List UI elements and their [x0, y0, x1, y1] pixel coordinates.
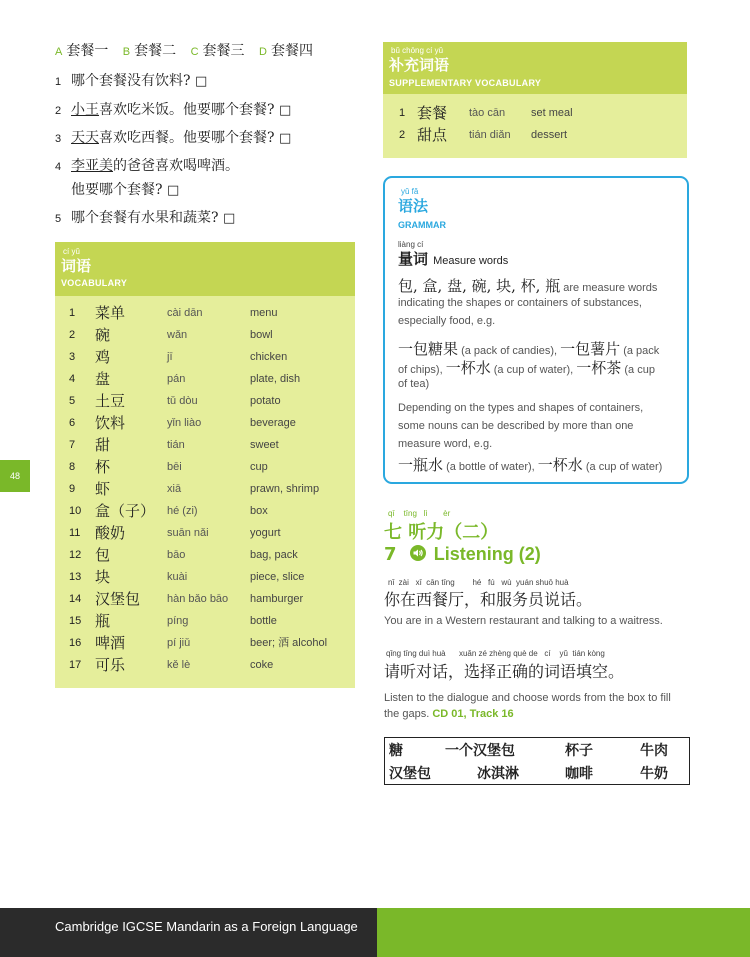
vocab-chinese: 虾 [95, 480, 111, 498]
vocab-english: menu [250, 307, 278, 319]
vocab-pinyin: hàn bǎo bāo [167, 593, 229, 605]
vocab-chinese: 包 [95, 546, 111, 564]
table-row [55, 478, 355, 500]
vocab-number: 17 [69, 659, 82, 671]
vocab-chinese: 啤酒 [95, 634, 126, 652]
vocab-english: piece, slice [250, 571, 305, 583]
listening-heading: 7 Listening (2) [384, 544, 541, 565]
vocab-chinese: 杯 [95, 458, 111, 476]
grammar-example: 一包糖果 (a pack of candies), 一包薯片 (a pack [398, 340, 660, 358]
vocab-pinyin: tián [167, 439, 185, 451]
vocab-chinese: 土豆 [95, 392, 126, 410]
grammar-example: 一瓶水 (a bottle of water), 一杯水 (a cup of water) [398, 456, 663, 474]
table-row [55, 368, 355, 390]
vocab-english: bag, pack [250, 549, 298, 561]
table-row [55, 522, 355, 544]
vocab-number: 11 [69, 527, 81, 539]
page-number: 48 [0, 460, 30, 492]
vocabulary-title: 词语 [61, 257, 92, 275]
grammar-example: of chips), 一杯水 (a cup of water), 一杯茶 (a cup [398, 359, 655, 377]
vocab-english: plate, dish [250, 373, 301, 385]
question-3: 3 天天喜欢吃西餐。他要哪个套餐? □ [55, 130, 292, 146]
table-row [55, 566, 355, 588]
vocab-pinyin: pí jiǔ [167, 637, 191, 649]
list-item: 1 套餐 tào cān set meal [399, 104, 573, 122]
vocab-number: 7 [69, 439, 76, 451]
vocab-chinese: 饮料 [95, 414, 126, 432]
vocab-pinyin: cài dān [167, 307, 203, 319]
vocab-english: bowl [250, 329, 273, 341]
vocab-number: 2 [69, 329, 76, 341]
task-instruction-zh: 请听对话，选择正确的词语填空。 [384, 662, 625, 681]
word-option: 糖 [389, 743, 403, 759]
option-a: A 套餐一 [55, 43, 109, 59]
vocab-pinyin: suān nǎi [167, 527, 209, 539]
vocab-number: 1 [69, 307, 76, 319]
vocab-number: 3 [69, 351, 76, 363]
vocab-english: beer; 酒 alcohol [250, 637, 328, 649]
vocab-pinyin: bāo [167, 549, 186, 561]
vocab-number: 6 [69, 417, 76, 429]
vocab-number: 4 [69, 373, 76, 385]
vocab-pinyin: kě lè [167, 659, 191, 671]
vocab-number: 13 [69, 571, 82, 583]
vocab-pinyin: kuài [167, 571, 188, 583]
vocab-english: box [250, 505, 268, 517]
vocab-english: yogurt [250, 527, 281, 539]
table-row [55, 412, 355, 434]
table-row [55, 390, 355, 412]
word-option: 牛奶 [640, 766, 668, 782]
listening-title-zh: 七 听力（二） [384, 522, 499, 543]
vocab-english: bottle [250, 615, 277, 627]
vocabulary-box [55, 242, 355, 688]
answer-checkbox[interactable]: □ [166, 183, 180, 198]
question-1: 1 哪个套餐没有饮料? □ [55, 73, 208, 89]
table-row [55, 610, 355, 632]
table-row [55, 456, 355, 478]
vocab-number: 10 [69, 505, 82, 517]
answer-checkbox[interactable]: □ [194, 74, 208, 89]
vocab-number: 16 [69, 637, 82, 649]
vocab-number: 5 [69, 395, 76, 407]
table-row [55, 302, 355, 324]
grammar-box: yǔ fǎ 语法 GRAMMAR liàng cí 量词 Measure words 包, 盒, 盘, 碗, 块, 杯, 瓶 are measure words indicating the shapes or containers of substances, especially food, e.g. 一包糖果 (a pack of candies), 一包薯片 (a pack of chips), 一杯水 (a cup of water), 一杯茶 (a cup of tea) Depending on the types and shapes of containers, some nouns can be described by more than one measure word, e.g. 一瓶水 (a bottle of water), 一杯水 (a cup of water) [383, 176, 689, 484]
footer-title: Cambridge IGCSE Mandarin as a Foreign Language [55, 919, 358, 934]
option-b: B 套餐二 [122, 43, 177, 59]
audio-icon[interactable] [410, 545, 426, 561]
footer-accent [377, 908, 750, 957]
word-option: 一个汉堡包 [445, 743, 515, 759]
vocab-english: potato [250, 395, 281, 407]
vocab-pinyin: tǔ dòu [167, 395, 198, 407]
question-5: 5 哪个套餐有水果和蔬菜? □ [55, 210, 236, 226]
list-item: 2 甜点 tián diǎn dessert [399, 126, 568, 144]
vocab-english: prawn, shrimp [250, 483, 320, 495]
vocab-pinyin: yǐn liào [167, 417, 202, 429]
listening-instruction-en: You are in a Western restaurant and talking to a waitress. [384, 615, 663, 627]
vocab-chinese: 块 [95, 568, 111, 586]
vocab-english: coke [250, 659, 274, 671]
answer-checkbox[interactable]: □ [222, 211, 236, 226]
word-option: 汉堡包 [389, 766, 431, 782]
option-d: D 套餐四 [259, 43, 313, 59]
table-row [55, 500, 355, 522]
table-row [55, 346, 355, 368]
question-4-cont: 他要哪个套餐? □ [71, 182, 180, 198]
vocab-pinyin: jī [167, 351, 173, 363]
vocab-chinese: 鸡 [95, 348, 111, 366]
vocab-english: sweet [250, 439, 279, 451]
grammar-subtitle: 量词 Measure words [398, 250, 509, 268]
supplementary-header: bǔ chōng cí yǔ 补充词语 SUPPLEMENTARY VOCABULARY [383, 42, 687, 94]
table-row [55, 324, 355, 346]
task-instruction-en: the gaps. CD 01, Track 16 [384, 708, 514, 720]
vocab-english: chicken [250, 351, 288, 363]
table-row [55, 588, 355, 610]
vocab-chinese: 碗 [95, 326, 111, 344]
vocab-pinyin: píng [167, 615, 189, 627]
grammar-title: 语法 [398, 197, 429, 215]
word-option: 冰淇淋 [477, 766, 519, 782]
table-row [55, 654, 355, 676]
vocabulary-header: cí yǔ 词语 VOCABULARY [55, 242, 355, 296]
vocab-english: beverage [250, 417, 296, 429]
track-reference: CD 01, Track 16 [432, 708, 514, 720]
vocab-number: 14 [69, 593, 82, 605]
vocab-english: hamburger [250, 593, 304, 605]
vocab-chinese: 可乐 [95, 656, 126, 674]
supplementary-title: 补充词语 [389, 56, 450, 74]
table-row [55, 544, 355, 566]
answer-checkbox[interactable]: □ [278, 103, 292, 118]
table-row [55, 434, 355, 456]
listening-instruction-zh: 你在西餐厅，和服务员说话。 [384, 590, 593, 609]
question-2: 2 小王喜欢吃米饭。他要哪个套餐? □ [55, 102, 292, 118]
option-list [55, 40, 323, 60]
vocab-number: 12 [69, 549, 82, 561]
vocab-chinese: 菜单 [95, 304, 126, 322]
vocab-pinyin: xiā [167, 483, 182, 495]
vocab-pinyin: hé (zi) [167, 505, 198, 517]
vocab-number: 15 [69, 615, 82, 627]
vocab-english: cup [250, 461, 268, 473]
option-c: C 套餐三 [190, 43, 245, 59]
vocab-chinese: 甜 [95, 436, 111, 454]
word-option: 牛肉 [640, 743, 668, 759]
vocab-chinese: 盒（子） [95, 502, 156, 520]
vocab-pinyin: pán [167, 373, 186, 385]
word-box [384, 737, 690, 785]
word-option: 咖啡 [565, 766, 593, 782]
vocab-chinese: 盘 [95, 370, 111, 388]
vocab-pinyin: bēi [167, 461, 182, 473]
vocab-pinyin: wǎn [167, 329, 188, 341]
vocab-chinese: 瓶 [95, 612, 111, 630]
answer-checkbox[interactable]: □ [278, 131, 292, 146]
word-option: 杯子 [565, 743, 593, 759]
supplementary-vocabulary-box [383, 42, 687, 158]
question-4: 4 李亚美的爸爸喜欢喝啤酒。 [55, 158, 239, 174]
table-row [55, 632, 355, 654]
vocab-chinese: 酸奶 [95, 524, 126, 542]
vocab-number: 8 [69, 461, 76, 473]
vocab-number: 9 [69, 483, 76, 495]
vocab-chinese: 汉堡包 [95, 590, 141, 608]
